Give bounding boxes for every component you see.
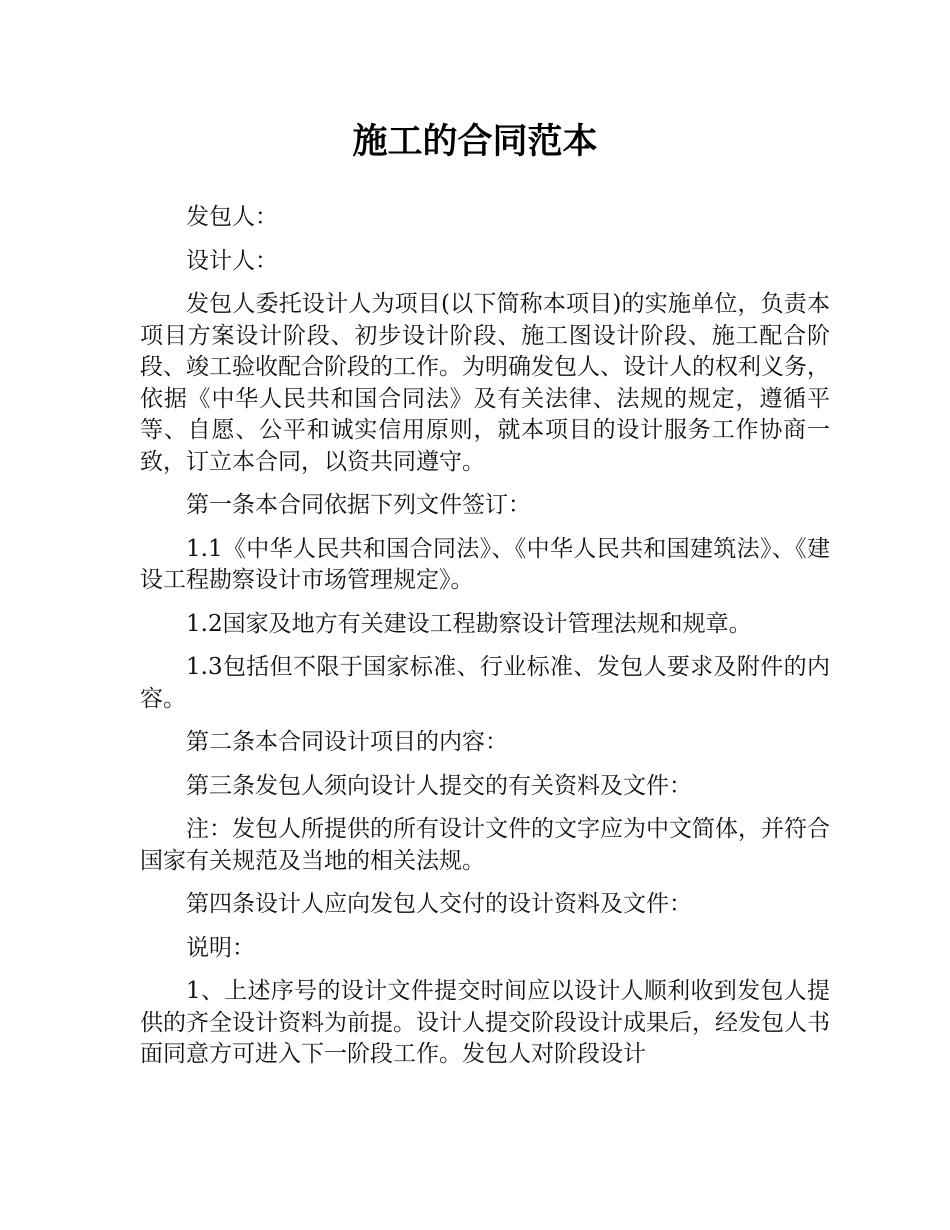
clause-1-3: 1.3包括但不限于国家标准、行业标准、发包人要求及附件的内容。	[140, 654, 830, 712]
article-1-heading: 第一条本合同依据下列文件签订：	[186, 492, 531, 518]
article-2-heading: 第二条本合同设计项目的内容：	[186, 729, 508, 755]
party-a-line: 发包人：	[186, 204, 278, 230]
note-paragraph: 注：发包人所提供的所有设计文件的文字应为中文简体，并符合国家有关规范及当地的相关法规。	[140, 816, 830, 874]
article-4-heading: 第四条设计人应向发包人交付的设计资料及文件：	[186, 891, 692, 917]
document-title: 施工的合同范本	[352, 122, 598, 162]
clause-1-2: 1.2国家及地方有关建设工程勘察设计管理法规和规章。	[186, 610, 752, 637]
party-b-line: 设计人：	[186, 247, 278, 274]
preamble-paragraph: 发包人委托设计人为项目(以下简称本项目)的实施单位，负责本项目方案设计阶段、初步设计阶段、施工图设计阶段、施工配合阶段、竣工验收配合阶段的工作。为明确发包人、设计人的权利义务，依据《中华人民共和国合同法》及有关法律、法规的规定，遵循平等、自愿、公平和诚实信用原则，就本项目的设计服务工作协商一致，订立本合同，以资共同遵守。	[140, 291, 830, 475]
article-3-heading: 第三条发包人须向设计人提交的有关资料及文件：	[186, 772, 692, 799]
document-body	[140, 202, 830, 1083]
explanation-heading: 说明：	[186, 934, 255, 961]
explanation-item-1: 1、上述序号的设计文件提交时间应以设计人顺利收到发包人提供的齐全设计资料为前提。设计人提交阶段设计成果后，经发包人书面同意方可进入下一阶段工作。发包人对阶段设计	[140, 978, 830, 1067]
clause-1-1: 1.1《中华人民共和国合同法》、《中华人民共和国建筑法》、《建设工程勘察设计市场管理规定》。	[140, 535, 830, 593]
